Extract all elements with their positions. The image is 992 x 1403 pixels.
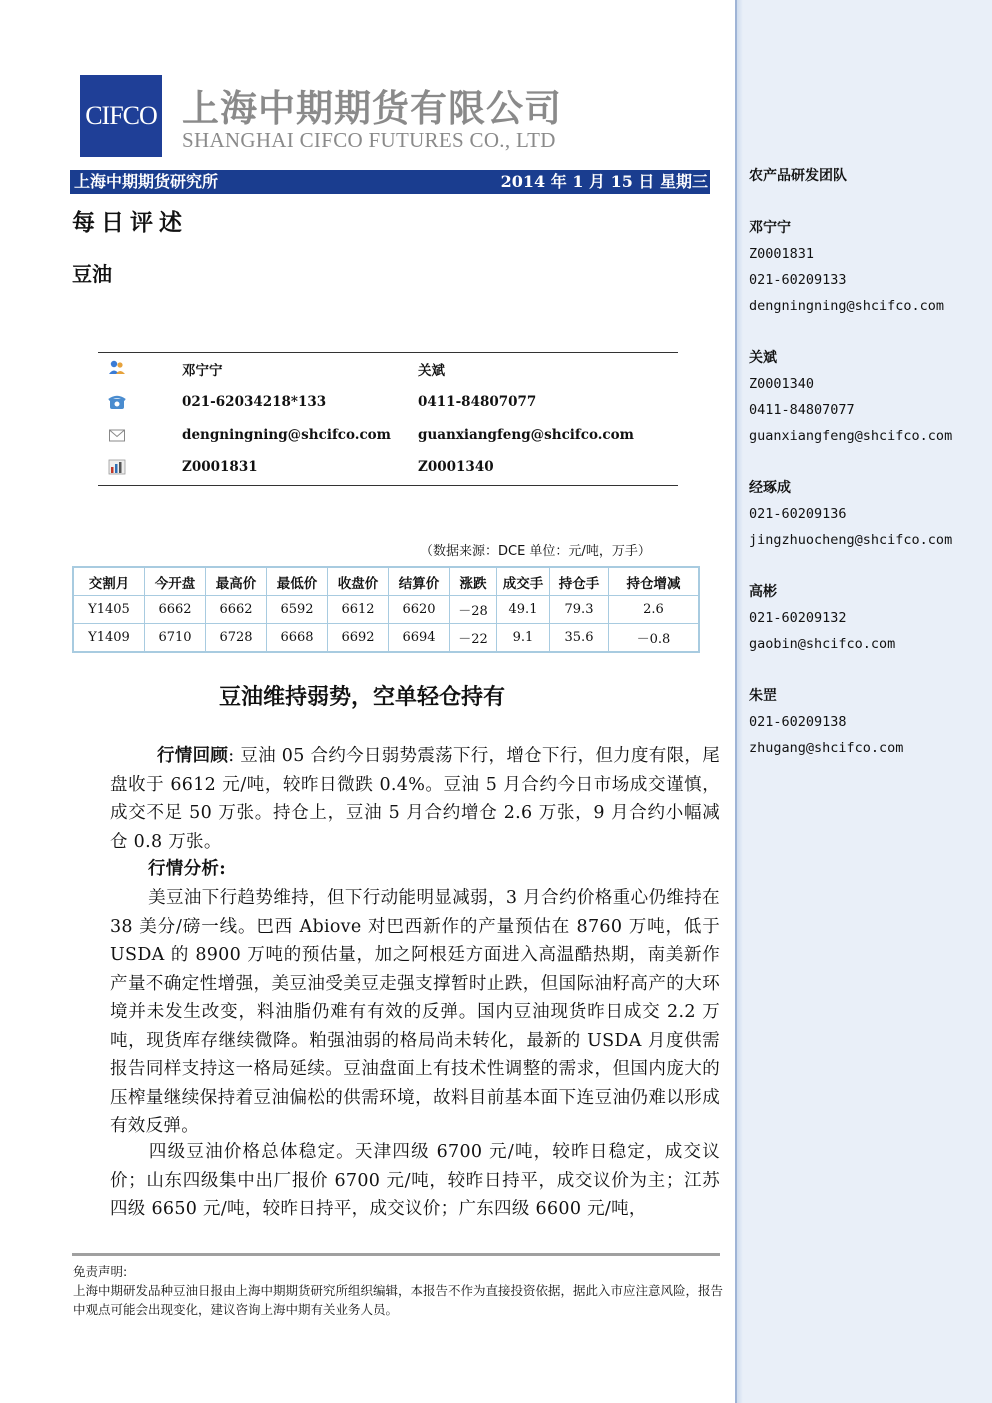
sidebar-member-id: Z0001340: [749, 376, 815, 392]
table-cell: 6668: [267, 624, 328, 653]
column-header: 结算价: [389, 567, 450, 596]
contact-row-email: [98, 425, 678, 447]
column-header: 涨跌: [450, 567, 497, 596]
table-cell: 6692: [328, 624, 389, 653]
table-cell: －22: [450, 624, 497, 653]
market-analysis-label: 行情分析:: [148, 859, 226, 879]
analyst-1-id: Z0001831: [182, 459, 258, 475]
logo-mark: CIFCO: [85, 101, 157, 130]
quotes-table: [72, 566, 700, 653]
analyst-1-phone: 021-62034218*133: [182, 394, 327, 410]
sidebar-contacts: [749, 160, 984, 761]
column-header: 持仓增减: [609, 567, 700, 596]
table-cell: 6662: [206, 596, 267, 624]
sidebar-member: [749, 475, 984, 553]
company-logo: [80, 75, 162, 157]
disclaimer: [73, 1262, 723, 1319]
analysis-text-2: 四级豆油价格总体稳定。天津四级 6700 元/吨，较昨日稳定，成交议价；山东四级集中出厂报价 6700 元/吨，较昨日持平，成交议价为主；江苏四级 6650 元/吨，较昨日持平，成交议价；广东四级 6600 元/吨，: [110, 1142, 720, 1219]
sidebar-member-email[interactable]: zhugang@shcifco.com: [749, 740, 904, 756]
institute-name: 上海中期期货研究所: [74, 172, 219, 191]
column-header: 交割月: [73, 567, 145, 596]
table-cell: 6710: [145, 624, 206, 653]
sidebar-member-phone: 0411-84807077: [749, 402, 855, 418]
sidebar-member-name: 经琢成: [749, 480, 791, 496]
data-source-note: （数据来源：DCE 单位：元/吨，万手）: [420, 544, 651, 559]
sidebar-member-email[interactable]: dengningning@shcifco.com: [749, 298, 945, 314]
sidebar-member-phone: 021-60209138: [749, 714, 847, 730]
table-cell: 6592: [267, 596, 328, 624]
sidebar-member-email[interactable]: jingzhuocheng@shcifco.com: [749, 532, 953, 548]
analysis-paragraph-2: [110, 1138, 720, 1224]
company-name-en: SHANGHAI CIFCO FUTURES CO., LTD: [182, 128, 556, 152]
contact-row-phone: [98, 392, 678, 414]
analyst-1-email[interactable]: dengningning@shcifco.com: [182, 427, 391, 443]
table-cell: 49.1: [497, 596, 550, 624]
analysis-text-1: 美豆油下行趋势维持，但下行动能明显减弱，3 月合约价格重心仍维持在 38 美分/磅一线。巴西 Abiove 对巴西新作的产量预估在 8760 万吨，低于 USDA 的 8900 万吨的预估量，加之阿根廷方面进入高温酷热期，南美新作产量不确定性增强，美豆油受美豆走强支撑暂时止跌，但国际油籽高产的大环境并未发生改变，料油脂仍难有有效的反弹。国内豆油现货昨日成交 2.2 万吨，现货库存继续微降。粕强油弱的格局尚未转化，最新的 USDA 月度供需报告同样支持这一格局延续。豆油盘面上有技术性调整的需求，但国内庞大的压榨量继续保持着豆油偏松的供需环境，故料目前基本面下连豆油仍难以形成有效反弹。: [110, 888, 720, 1136]
sidebar-member: [749, 345, 984, 449]
column-header: 最低价: [267, 567, 328, 596]
sidebar-member-name: 朱罡: [749, 688, 777, 704]
table-cell: 9.1: [497, 624, 550, 653]
market-review-paragraph: [110, 742, 720, 856]
table-cell: Y1405: [73, 596, 145, 624]
table-cell: 2.6: [609, 596, 700, 624]
footer-divider: [72, 1253, 720, 1256]
analyst-2-phone: 0411-84807077: [418, 394, 537, 410]
column-header: 最高价: [206, 567, 267, 596]
mail-icon: [108, 427, 126, 443]
contact-row-name: [98, 357, 678, 379]
column-header: 成交手: [497, 567, 550, 596]
sidebar-member-phone: 021-60209136: [749, 506, 847, 522]
table-cell: 79.3: [550, 596, 609, 624]
column-header: 今开盘: [145, 567, 206, 596]
phone-icon: [108, 394, 126, 410]
sidebar-member-name: 邓宁宁: [749, 220, 791, 236]
sidebar-member-email[interactable]: guanxiangfeng@shcifco.com: [749, 428, 953, 444]
analyst-1-name: 邓宁宁: [182, 363, 223, 379]
analysis-label-line: [110, 855, 720, 884]
analyst-2-name: 关斌: [418, 363, 445, 379]
table-cell: 6620: [389, 596, 450, 624]
sidebar-member: [749, 683, 984, 761]
table-header-row: [73, 567, 699, 596]
company-name-cn: 上海中期期货有限公司: [182, 87, 562, 130]
sidebar-member-name: 高彬: [749, 584, 777, 600]
market-review-text: : 豆油 05 合约今日弱势震荡下行，增仓下行，但力度有限，尾盘收于 6612 元/吨，较昨日微跌 0.4%。豆油 5 月合约今日市场成交谨慎，成交不足 50 万张。持仓上，豆油 5 月合约增仓 2.6 万张，9 月合约小幅减仓 0.8 万张。: [110, 746, 721, 852]
table-cell: 6694: [389, 624, 450, 653]
table-cell: 6662: [145, 596, 206, 624]
analyst-2-id: Z0001340: [418, 459, 494, 475]
section-title: 每日评述: [72, 209, 188, 236]
sidebar-member-phone: 021-60209133: [749, 272, 847, 288]
contact-row-id: [98, 457, 678, 479]
table-row: [73, 624, 699, 653]
article-headline: 豆油维持弱势，空单轻仓持有: [218, 685, 505, 710]
chart-icon: [108, 459, 126, 475]
table-cell: 6612: [328, 596, 389, 624]
column-header: 收盘价: [328, 567, 389, 596]
column-header: 持仓手: [550, 567, 609, 596]
sidebar-team-title: 农产品研发团队: [749, 168, 847, 184]
analyst-contact-box: [98, 352, 678, 486]
report-date: 2014 年 1 月 15 日 星期三: [500, 172, 708, 191]
analysis-paragraph-1: [110, 884, 720, 1141]
sidebar-member: [749, 579, 984, 657]
sidebar-member: [749, 215, 984, 319]
table-cell: 35.6: [550, 624, 609, 653]
table-cell: Y1409: [73, 624, 145, 653]
product-title: 豆油: [72, 262, 112, 286]
sidebar-member-email[interactable]: gaobin@shcifco.com: [749, 636, 896, 652]
analyst-2-email[interactable]: guanxiangfeng@shcifco.com: [418, 427, 634, 443]
table-row: [73, 596, 699, 624]
table-cell: －0.8: [609, 624, 700, 653]
sidebar-member-name: 关斌: [749, 350, 777, 366]
table-cell: －28: [450, 596, 497, 624]
header-bar: [70, 170, 710, 194]
sidebar-member-id: Z0001831: [749, 246, 815, 262]
disclaimer-title: 免责声明:: [73, 1264, 128, 1279]
market-review-label: 行情回顾: [157, 746, 229, 766]
table-cell: 6728: [206, 624, 267, 653]
sidebar-member-phone: 021-60209132: [749, 610, 847, 626]
disclaimer-body: 上海中期研发品种豆油日报由上海中期期货研究所组织编辑，本报告不作为直接投资依据，据此入市应注意风险，报告中观点可能会出现变化，建议咨询上海中期有关业务人员。: [73, 1283, 724, 1317]
person-icon: [108, 359, 126, 375]
